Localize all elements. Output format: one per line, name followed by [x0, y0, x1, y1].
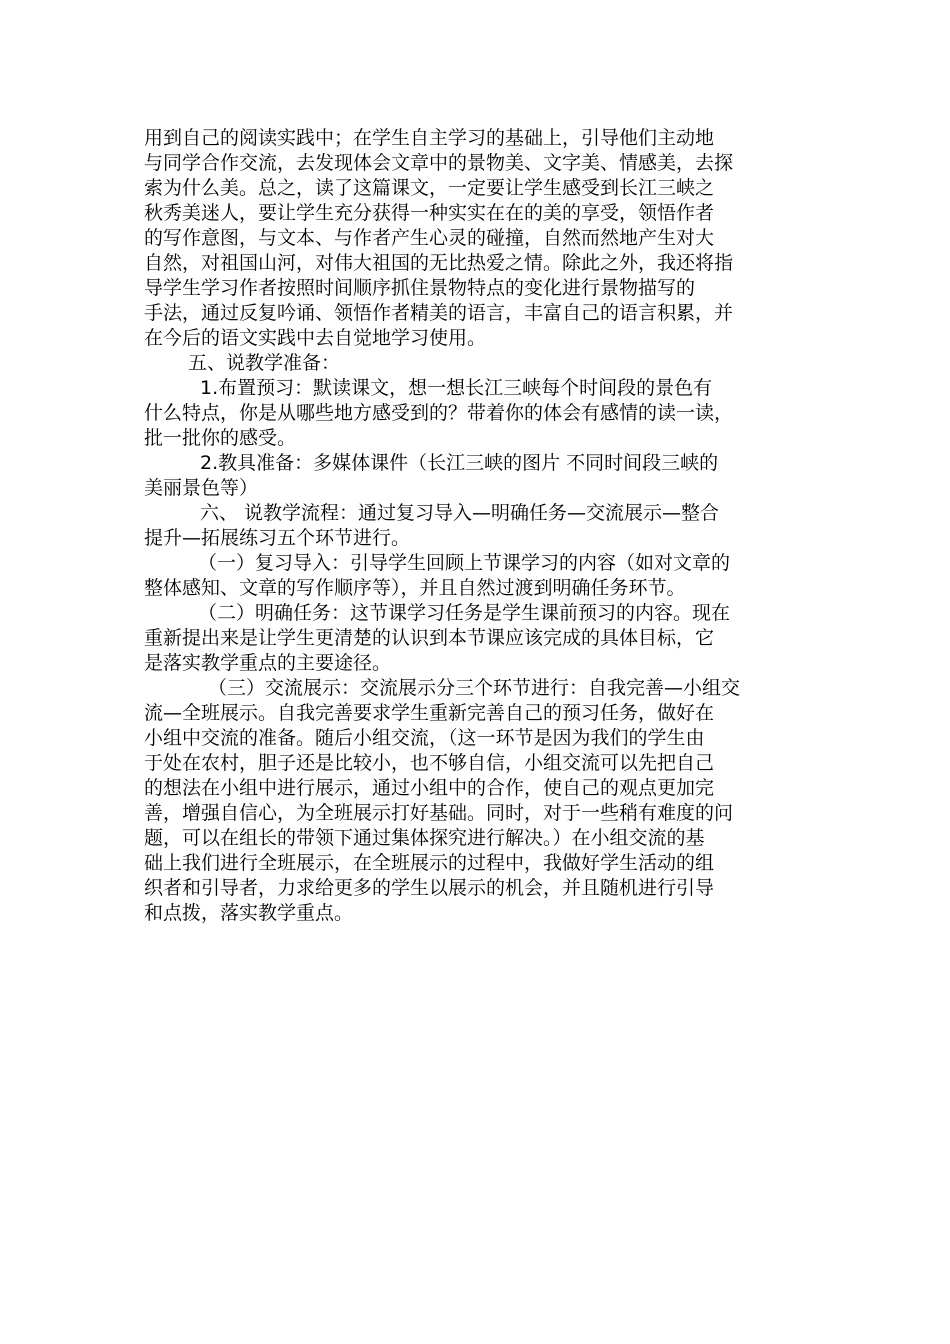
text-line: 与同学合作交流，去发现体会文章中的景物美、文字美、情感美，去探 [144, 152, 734, 174]
text-line: 在今后的语文实践中去自觉地学习使用。 [144, 327, 487, 349]
text-line: 手法，通过反复吟诵、领悟作者精美的语言，丰富自己的语言积累，并 [144, 302, 734, 324]
text-line: 础上我们进行全班展示，在全班展示的过程中，我做好学生活动的组 [144, 852, 715, 874]
text-line: 2.教具准备：多媒体课件（长江三峡的图片 不同时间段三峡的 [200, 452, 719, 474]
text-line: 索为什么美。总之，读了这篇课文，一定要让学生感受到长江三峡之 [144, 177, 715, 199]
text-line: 是落实教学重点的主要途径。 [144, 652, 392, 674]
text-line: （三）交流展示：交流展示分三个环节进行：自我完善—小组交 [208, 677, 741, 699]
text-line: 和点拨，落实教学重点。 [144, 902, 354, 924]
text-line: （二）明确任务：这节课学习任务是学生课前预习的内容。现在 [198, 602, 731, 624]
text-line: 的写作意图，与文本、与作者产生心灵的碰撞，自然而然地产生对大 [144, 227, 715, 249]
text-line: 流—全班展示。自我完善要求学生重新完善自己的预习任务，做好在 [144, 702, 715, 724]
text-line: 题，可以在组长的带领下通过集体探究进行解决。）在小组交流的基 [144, 827, 705, 849]
text-line: 什么特点，你是从哪些地方感受到的？带着你的体会有感情的读一读， [144, 402, 734, 424]
text-line: 用到自己的阅读实践中；在学生自主学习的基础上，引导他们主动地 [144, 127, 715, 149]
text-line: （一）复习导入：引导学生回顾上节课学习的内容（如对文章的 [198, 552, 731, 574]
text-line: 美丽景色等） [144, 477, 259, 499]
text-line: 导学生学习作者按照时间顺序抓住景物特点的变化进行景物描写的 [144, 277, 696, 299]
text-line: 整体感知、文章的写作顺序等），并且自然过渡到明确任务环节。 [144, 577, 686, 599]
text-line: 小组中交流的准备。随后小组交流，（这一环节是因为我们的学生由 [144, 727, 705, 749]
text-line: 善，增强自信心，为全班展示打好基础。同时，对于一些稍有难度的问 [144, 802, 734, 824]
text-line: 1.布置预习：默读课文，想一想长江三峡每个时间段的景色有 [200, 377, 713, 399]
text-line: 秋秀美迷人，要让学生充分获得一种实实在在的美的享受，领悟作者 [144, 202, 715, 224]
text-line: 提升—拓展练习五个环节进行。 [144, 527, 411, 549]
text-line: 批一批你的感受。 [144, 427, 297, 449]
section-heading: 六、 说教学流程：通过复习导入—明确任务—交流展示—整合 [200, 502, 720, 524]
text-line: 织者和引导者，力求给更多的学生以展示的机会，并且随机进行引导 [144, 877, 715, 899]
text-line: 重新提出来是让学生更清楚的认识到本节课应该完成的具体目标，它 [144, 627, 715, 649]
section-heading: 五、说教学准备： [188, 352, 341, 374]
text-line: 于处在农村，胆子还是比较小，也不够自信，小组交流可以先把自己 [144, 752, 715, 774]
text-line: 自然，对祖国山河，对伟大祖国的无比热爱之情。除此之外，我还将指 [144, 252, 734, 274]
text-line: 的想法在小组中进行展示，通过小组中的合作，使自己的观点更加完 [144, 777, 715, 799]
